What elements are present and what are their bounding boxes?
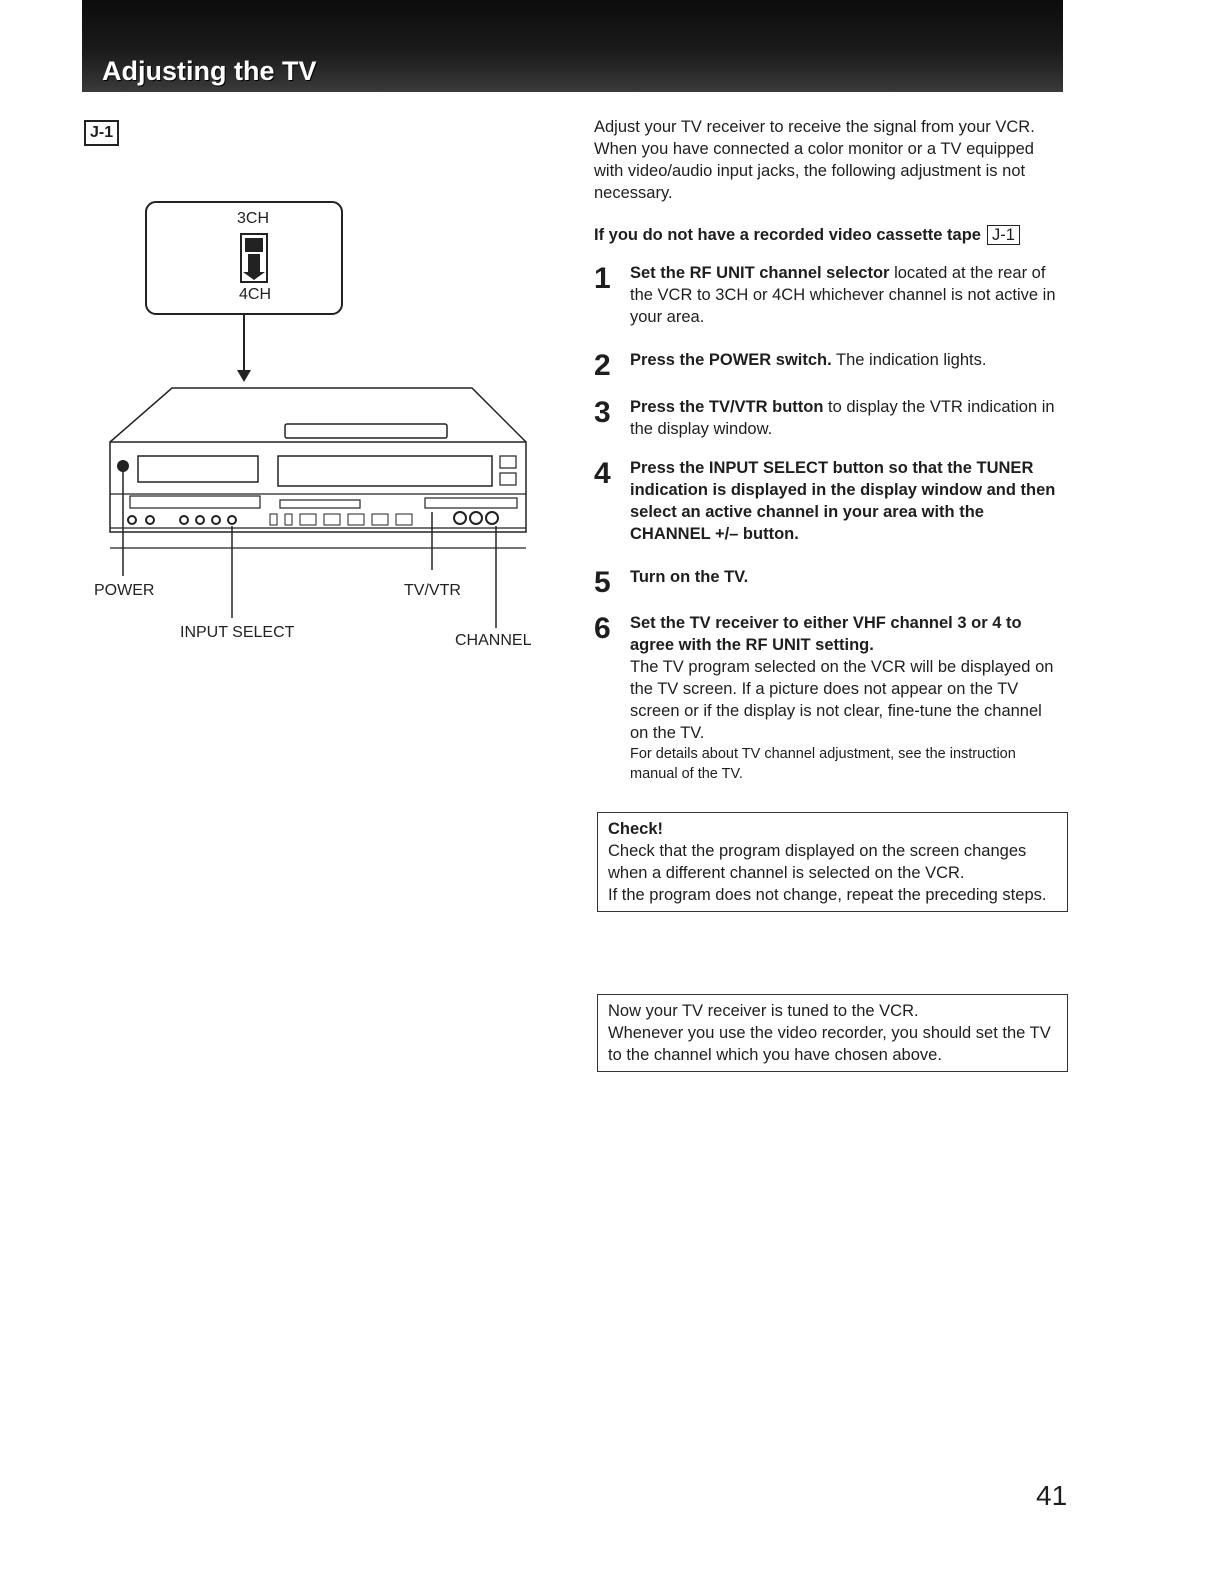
subheading-figure-ref: J-1 [987,225,1020,245]
step-3 [594,396,1064,440]
step-number: 6 [594,612,611,645]
vcr-illustration [80,190,560,670]
step-number: 4 [594,457,611,490]
step-2 [594,349,1064,382]
step-text: Set the TV receiver to either VHF channel 3 or 4 to agree with the RF UNIT setting. The TV program selected on the VCR will be displayed on the TV screen. If a picture does not appear on the TV screen or if the display is not clear, fine-tune the channel on the TV. For details about TV channel adjustment, see the instruction manual of the TV. [630,612,1064,784]
vcr-top-outline [110,388,526,442]
step-number: 2 [594,349,611,382]
input-select-label: INPUT SELECT [180,624,295,641]
power-label: POWER [94,582,155,599]
step-text: Press the POWER switch. The indication lights. [630,351,987,369]
subheading-text: If you do not have a recorded video cassette tape [594,226,981,244]
tuned-line-2: Whenever you use the video recorder, you should set the TV to the channel which you have chosen above. [608,1024,1051,1064]
cassette-slot [278,456,492,486]
step-text: Press the TV/VTR button to display the VTR indication in the display window. [630,398,1055,438]
switch-label-4ch: 4CH [239,286,272,303]
step-number: 3 [594,396,611,429]
channel-label: CHANNEL [455,632,532,649]
step-6 [594,612,1064,784]
intro-paragraph: Adjust your TV receiver to receive the signal from your VCR. When you have connected a color monitor or a TV equipped with video/audio input jacks, the following adjustment is not necessary. [594,118,1035,202]
transport-buttons [130,496,260,508]
step-1 [594,262,1064,328]
subheading [594,224,1064,246]
tuned-note-box [597,994,1068,1072]
step-text: Turn on the TV. [630,568,749,586]
tv-vtr-label: TV/VTR [404,582,461,599]
page-number: 41 [1036,1480,1068,1511]
step-number: 1 [594,262,611,295]
check-line-1: Check that the program displayed on the screen changes when a different channel is selected on the VCR. [608,842,1027,882]
cassette-door [285,424,447,438]
step-number: 5 [594,566,611,599]
switch-label-3ch: 3CH [237,210,270,227]
tuned-line-1: Now your TV receiver is tuned to the VCR. [608,1002,919,1020]
step-text: Press the INPUT SELECT button so that the TUNER indication is displayed in the display window and then select an active channel in your area with the CHANNEL +/– button. [630,459,1056,543]
switch-knob [245,238,263,252]
display-window [138,456,258,482]
header-bar [82,0,1063,92]
step-note: For details about TV channel adjustment, see the instruction manual of the TV. [630,746,1016,782]
figure-ref-label: J-1 [84,120,119,146]
check-line-2: If the program does not change, repeat the preceding steps. [608,886,1047,904]
page-title: Adjusting the TV [102,56,317,86]
step-text: Set the RF UNIT channel selector located at the rear of the VCR to 3CH or 4CH whichever channel is not active in your area. [630,264,1056,326]
check-box [597,812,1068,912]
step-5 [594,566,1064,599]
step-4 [594,457,1064,545]
check-title: Check! [608,820,664,838]
